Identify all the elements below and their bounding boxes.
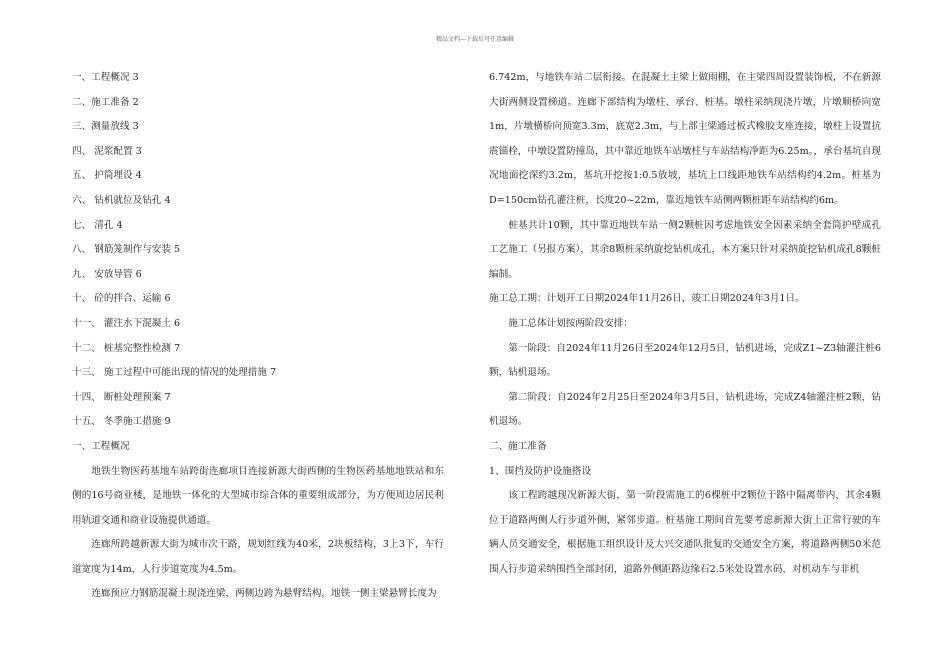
body-paragraph: 6.742m，与地铁车站二层衔接。在混凝土主梁上做雨棚，在主梁四周设置装饰板，不在新源大街两侧设置梯道。连廊下部结构为墩柱、承台、桩基。墩柱采纳现浇片墩，片墩顺桥向宽1m，片墩横桥向顶宽3.3m，底宽2.3m，与上部主梁通过板式橡胶支座连接，墩柱上设置抗震锚栓，中墩设置防撞岛，其中靠近地铁车站墩柱与车站结构净距为6.25m。，承台基坑自现况地面挖深约3.2m，基坑开挖按1:0.5放坡，基坑上口线距地铁车站结构约4.2m。桩基为D=150cm钻孔灌注桩，长度20~22m，靠近地铁车站侧两颗桩距车站结构约6m。 — [489, 72, 881, 206]
page-header: 精品文档---下载后可任意编辑 — [435, 36, 515, 43]
toc-item[interactable]: 十四、 断桩处理预案 7 — [72, 391, 171, 403]
toc-item[interactable]: 四、 泥浆配置 3 — [72, 145, 142, 157]
toc-item[interactable]: 十三、 施工过程中可能出现的情况的处理措施 7 — [72, 367, 277, 379]
left-column — [72, 66, 444, 607]
toc-item[interactable]: 十、 砼的拌合、运输 6 — [72, 293, 171, 305]
phase-two: 第二阶段：自2024年2月25日至2024年3月5日，钻机进场，完成Z4轴灌注桩2颗，钻机退场。 — [489, 391, 881, 428]
schedule-intro: 施工总体计划按两阶段安排： — [508, 317, 633, 329]
body-paragraph: 该工程跨越现况新源大街，第一阶段需施工的6棵桩中2颗位于路中隔离带内，其余4颗位于道路两侧人行步道外侧，紧邻步道。桩基施工期间首先要考虑新源大街上正常行驶的车辆人员交通安全，根据施工组织设计及大兴交通队批复的交通安全方案，将道路两侧50米范围人行步道采纳围挡全部封闭，道路外侧距路边缘石2.5米处设置水码，对机动车与非机 — [489, 490, 881, 575]
subsection-title-fencing: 1、围挡及防护设施搭设 — [489, 465, 592, 477]
table-of-contents — [72, 66, 444, 435]
toc-item[interactable]: 八、 钢筋笼制作与安装 5 — [72, 244, 181, 256]
toc-item[interactable]: 七、 清孔 4 — [72, 219, 123, 231]
toc-item[interactable]: 十二、 桩基完整性检测 7 — [72, 342, 181, 354]
toc-item[interactable]: 十一、 灌注水下混凝土 6 — [72, 317, 181, 329]
right-column — [489, 66, 881, 582]
phase-one: 第一阶段：自2024年11月26日至2024年12月5日，钻机进场，完成Z1~Z3轴灌注桩6颗，钻机退场。 — [489, 342, 881, 379]
toc-item[interactable]: 二、施工准备 2 — [72, 96, 139, 108]
body-paragraph: 地铁生物医药基地车站跨街连廊项目连接新源大街西侧的生物医药基地地铁站和东侧的16号商业楼，是地铁一体化的大型城市综合体的重要组成部分，为方便周边居民利用轨道交通和商业设施提供通道。 — [72, 465, 444, 526]
body-paragraph: 桩基共计10颗，其中靠近地铁车站一侧2颗桩因考虑地铁安全因素采纳全套筒护壁成孔工艺施工（另报方案），其余8颗桩采纳旋挖钻机成孔，本方案只针对采纳旋挖钻机成孔8颗桩编制。 — [489, 219, 881, 280]
toc-item[interactable]: 九、 安放导管 6 — [72, 268, 142, 280]
body-paragraph: 连廊所跨越新源大街为城市次干路，规划红线为40米，2块板结构，3上3下，车行道宽度为14m，人行步道宽度为4.5m。 — [72, 539, 444, 575]
toc-item[interactable]: 六、 钻机就位及钻孔 4 — [72, 194, 171, 206]
toc-item[interactable]: 三、测量放线 3 — [72, 121, 139, 133]
section-title-overview: 一、工程概况 — [72, 440, 130, 452]
schedule-line: 施工总工期：计划开工日期2024年11月26日，竣工日期2024年3月1日。 — [489, 293, 805, 305]
toc-item[interactable]: 十五、 冬季施工措施 9 — [72, 416, 171, 428]
toc-item[interactable]: 一、工程概况 3 — [72, 72, 139, 83]
section-title-preparation: 二、施工准备 — [489, 440, 547, 452]
body-paragraph: 连廊预应力钢筋混凝土现浇连梁，两侧边跨为悬臂结构，地铁一侧主梁悬臂长度为 — [91, 588, 437, 600]
toc-item[interactable]: 五、 护筒埋设 4 — [72, 170, 142, 182]
